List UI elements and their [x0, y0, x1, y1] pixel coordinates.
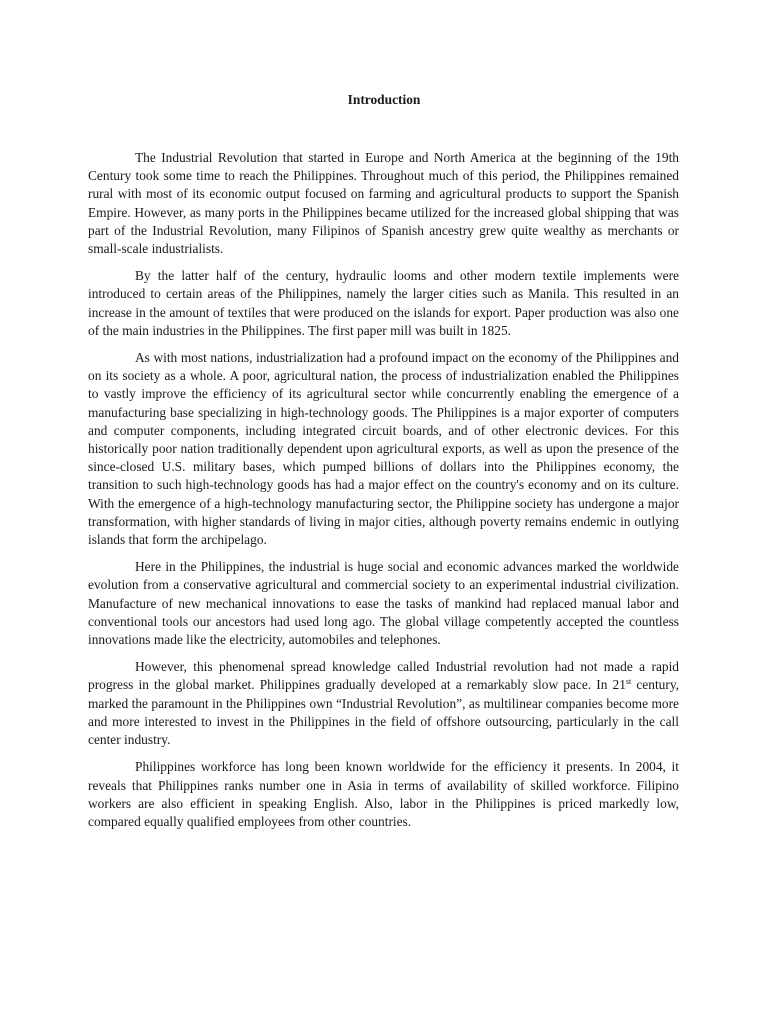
ordinal-superscript: st [625, 677, 632, 687]
paragraph-slow-progress [88, 658, 679, 749]
paragraph-workforce: Philippines workforce has long been known worldwide for the efficiency it presents. In 2004, it reveals that Philippines ranks number one in Asia in terms of availability of skilled workforce. Filipino workers are also efficient in speaking English. Also, labor in the Philippines is priced markedly low, compared equally qualified employees from other countries. [88, 759, 679, 829]
paragraph-slow-progress-part-2: century, marked the paramount in the Philippines own “Industrial Revolution”, as multilinear companies become more and more interested to invest in the Philippines in the field of offshore outsourcing, particularly in the call center industry. [88, 677, 679, 748]
paragraph-social-economic-advances: Here in the Philippines, the industrial is huge social and economic advances marked the worldwide evolution from a conservative agricultural and commercial society to an experimental industrial civilization. Manufacture of new mechanical innovations to ease the tasks of mankind had replaced manual labor and conventional tools our ancestors had used long ago. The global village competently accepted the countless innovations made like the electricity, automobiles and telephones. [88, 559, 679, 648]
paragraph-industrialization-impact: As with most nations, industrialization had a profound impact on the economy of the Philippines and on its society as a whole. A poor, agricultural nation, the process of industrialization enabled the Philippines to vastly improve the efficiency of its agricultural sector while concurrently enabling the emergence of a manufacturing base specializing in high-technology goods. The Philippines is a major exporter of computers and computer components, including integrated circuit boards, and of other electronic devices. For this historically poor nation traditionally dependent upon agricultural exports, as well as upon the presence of the since-closed U.S. military bases, which pumped billions of dollars into the Philippines economy, the transition to such high-technology goods has had a major effect on the country's economy and on its culture. With the emergence of a high-technology manufacturing sector, the Philippine society has undergone a major transformation, with higher standards of living in major cities, although poverty remains endemic in outlying islands that form the archipelago. [88, 350, 679, 548]
paragraph-textile-and-paper: By the latter half of the century, hydraulic looms and other modern textile implements were introduced to certain areas of the Philippines, namely the larger cities such as Manila. This resulted in an increase in the amount of textiles that were produced on the islands for export. Paper production was also one of the main industries in the Philippines. The first paper mill was built in 1825. [88, 268, 679, 338]
page-title: Introduction [347, 92, 421, 107]
paragraph-industrial-revolution-intro: The Industrial Revolution that started in Europe and North America at the beginning of the 19th Century took some time to reach the Philippines. Throughout much of this period, the Philippines remained rural with most of its economic output focused on farming and agricultural products to support the Spanish Empire. However, as many ports in the Philippines became utilized for the increased global shipping that was part of the Industrial Revolution, many Filipinos of Spanish ancestry grew quite wealthy as merchants or small-scale industrialists. [88, 150, 679, 257]
paragraph-slow-progress-part-1: However, this phenomenal spread knowledge called Industrial revolution had not made a rapid progress in the global market. Philippines gradually developed at a remarkably slow pace. In 21 [88, 659, 679, 693]
document-body [88, 149, 679, 840]
